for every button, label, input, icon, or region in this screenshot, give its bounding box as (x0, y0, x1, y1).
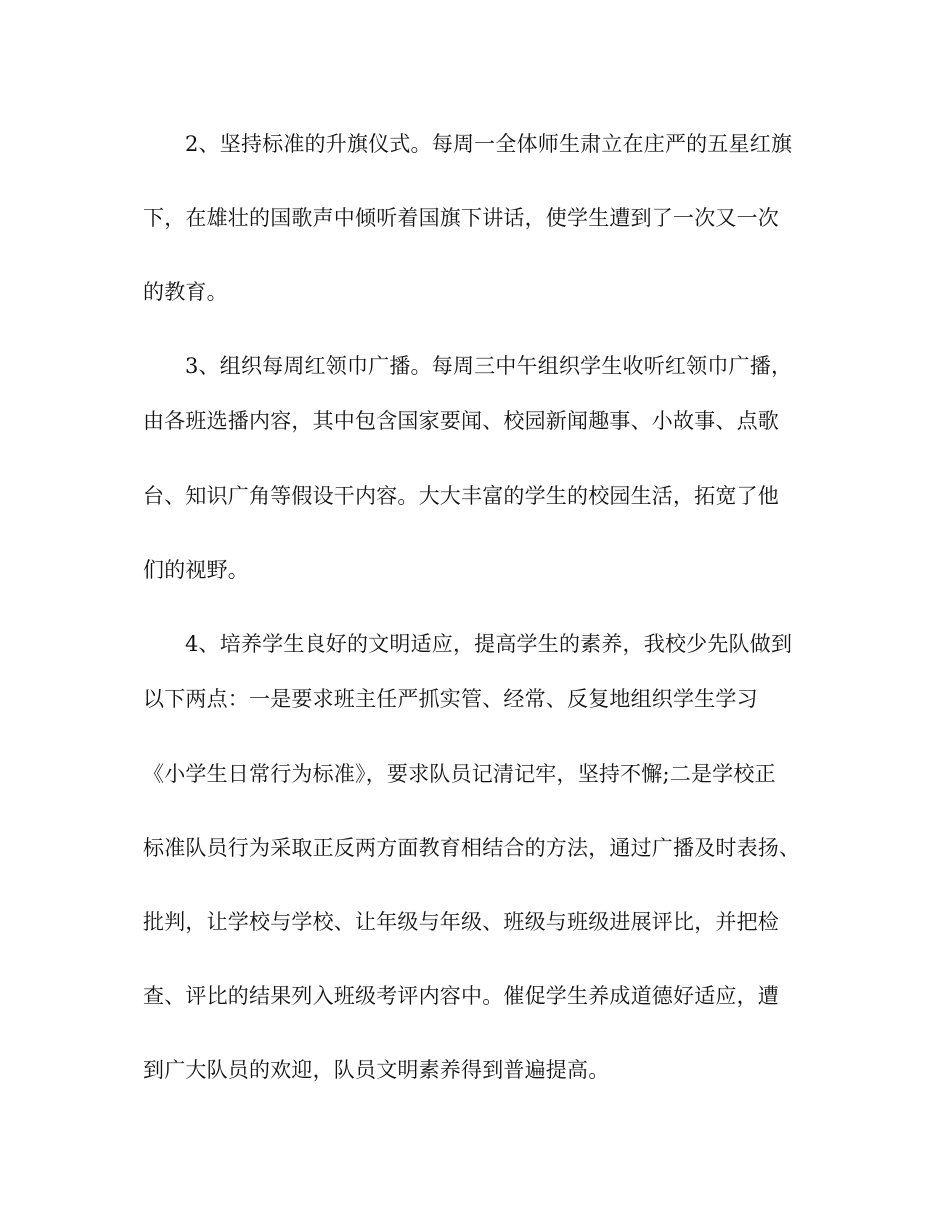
paragraph-4-line-6: 查、评比的结果列入班级考评内容中。催促学生养成道德好适应，遭 (143, 984, 779, 1008)
paragraph-3-line-4: 们的视野。 (143, 558, 249, 582)
paragraph-2-line-1: 2、坚持标准的升旗仪式。每周一全体师生肃立在庄严的五星红旗 (185, 132, 793, 156)
paragraph-4-line-4: 标准队员行为采取正反两方面教育相结合的方法，通过广播及时表扬、 (143, 836, 801, 860)
paragraph-2-line-3: 的教育。 (143, 280, 228, 304)
paragraph-2-line-2: 下，在雄壮的国歌声中倾听着国旗下讲话，使学生遭到了一次又一次 (143, 206, 779, 230)
paragraph-4-line-2: 以下两点：一是要求班主任严抓实管、经常、反复地组织学生学习 (143, 687, 758, 711)
paragraph-3-line-2: 由各班选播内容，其中包含国家要闻、校园新闻趣事、小故事、点歌 (143, 409, 779, 433)
paragraph-4-line-5: 批判，让学校与学校、让年级与年级、班级与班级进展评比，并把检 (143, 910, 779, 934)
paragraph-4-line-3: 《小学生日常行为标准》，要求队员记清记牢，坚持不懈;二是学校正 (143, 762, 776, 786)
paragraph-4-line-1: 4、培养学生良好的文明适应，提高学生的素养，我校少先队做到 (185, 632, 793, 656)
paragraph-4-line-7: 到广大队员的欢迎，队员文明素养得到普遍提高。 (143, 1058, 610, 1082)
paragraph-3-line-1: 3、组织每周红领巾广播。每周三中午组织学生收听红领巾广播， (185, 354, 793, 378)
paragraph-3-line-3: 台、知识广角等假设干内容。大大丰富的学生的校园生活，拓宽了他 (143, 484, 779, 508)
